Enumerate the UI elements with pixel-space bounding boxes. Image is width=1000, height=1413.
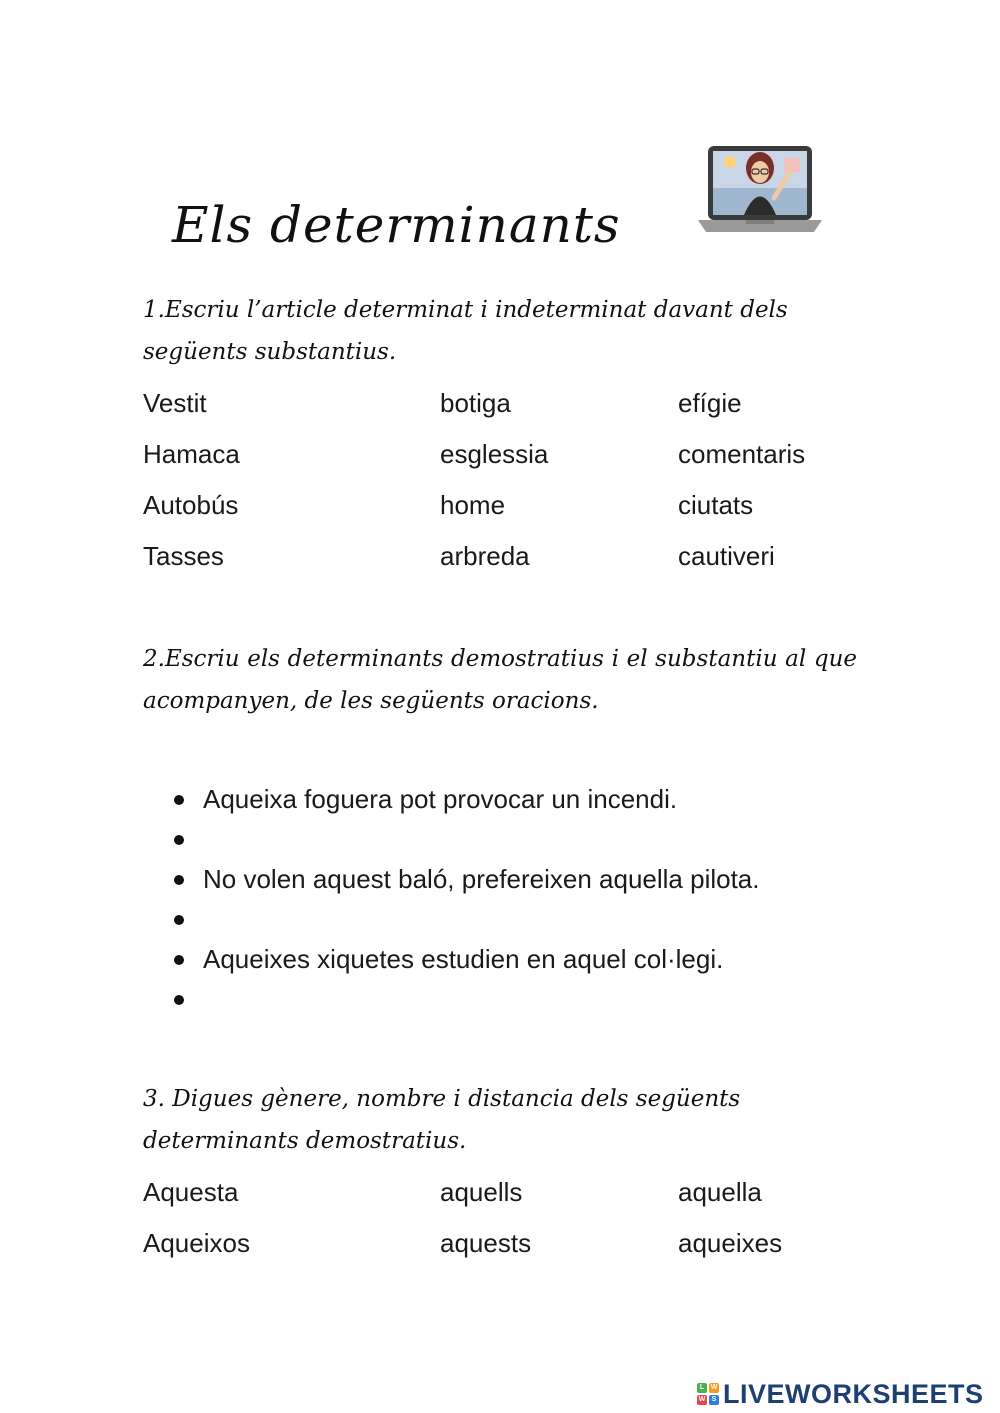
logo-letter-tile: L (697, 1383, 707, 1393)
sentence-item: No volen aquest baló, prefereixen aquella pilota. (170, 859, 870, 899)
logo-text: LIVEWORKSHEETS (723, 1378, 984, 1409)
word-row (143, 541, 863, 592)
section3-instruction: 3. Digues gènere, nombre i distancia dels següents determinants demostratius. (143, 1086, 741, 1154)
word-cell: Vestit (143, 388, 207, 418)
word-cell: arbreda (440, 541, 530, 571)
answer-bullet[interactable] (170, 819, 870, 859)
liveworksheets-logo-mark (697, 1383, 719, 1405)
word-row (143, 439, 863, 490)
word-cell: aquests (440, 1228, 532, 1258)
word-cell: aquells (440, 1177, 523, 1207)
word-cell: Hamaca (143, 439, 240, 469)
word-cell: aquella (678, 1177, 762, 1207)
word-cell: botiga (440, 388, 511, 418)
sentence-item: Aqueixes xiquetes estudien en aquel col·legi. (170, 939, 870, 979)
word-cell: Aqueixos (143, 1228, 250, 1258)
word-cell: ciutats (678, 490, 754, 520)
logo-letter-tile: W (698, 1396, 706, 1403)
word-cell: efígie (678, 388, 742, 418)
page-title: Els determinants (172, 196, 621, 254)
word-cell: Tasses (143, 541, 224, 571)
word-cell: esglessia (440, 439, 549, 469)
answer-bullet[interactable] (170, 899, 870, 939)
section3-word-grid (143, 1177, 863, 1279)
section1-word-grid (143, 388, 863, 592)
word-row (143, 1177, 863, 1228)
answer-bullet[interactable] (170, 979, 870, 1019)
teacher-avatar-laptop-illustration (694, 128, 826, 244)
section2-instruction: 2.Escriu els determinants demostratius i el substantiu al que acompanyen, de les següents oracions. (143, 646, 857, 714)
word-row (143, 388, 863, 439)
liveworksheets-logo (697, 1376, 984, 1412)
word-cell: comentaris (678, 439, 806, 469)
word-row (143, 1228, 863, 1279)
word-cell: Autobús (143, 490, 239, 520)
section1-instruction: 1.Escriu l’article determinat i indeterminat davant dels següents substantius. (143, 297, 788, 365)
word-cell: home (440, 490, 506, 520)
word-cell: cautiveri (678, 541, 775, 571)
word-cell: aqueixes (678, 1228, 783, 1258)
sentence-item: Aqueixa foguera pot provocar un incendi. (170, 779, 870, 819)
logo-letter-tile: W (710, 1384, 718, 1391)
logo-letter-tile: S (709, 1395, 719, 1405)
word-row (143, 490, 863, 541)
word-cell: Aquesta (143, 1177, 239, 1207)
section2-sentence-list (170, 779, 870, 1019)
